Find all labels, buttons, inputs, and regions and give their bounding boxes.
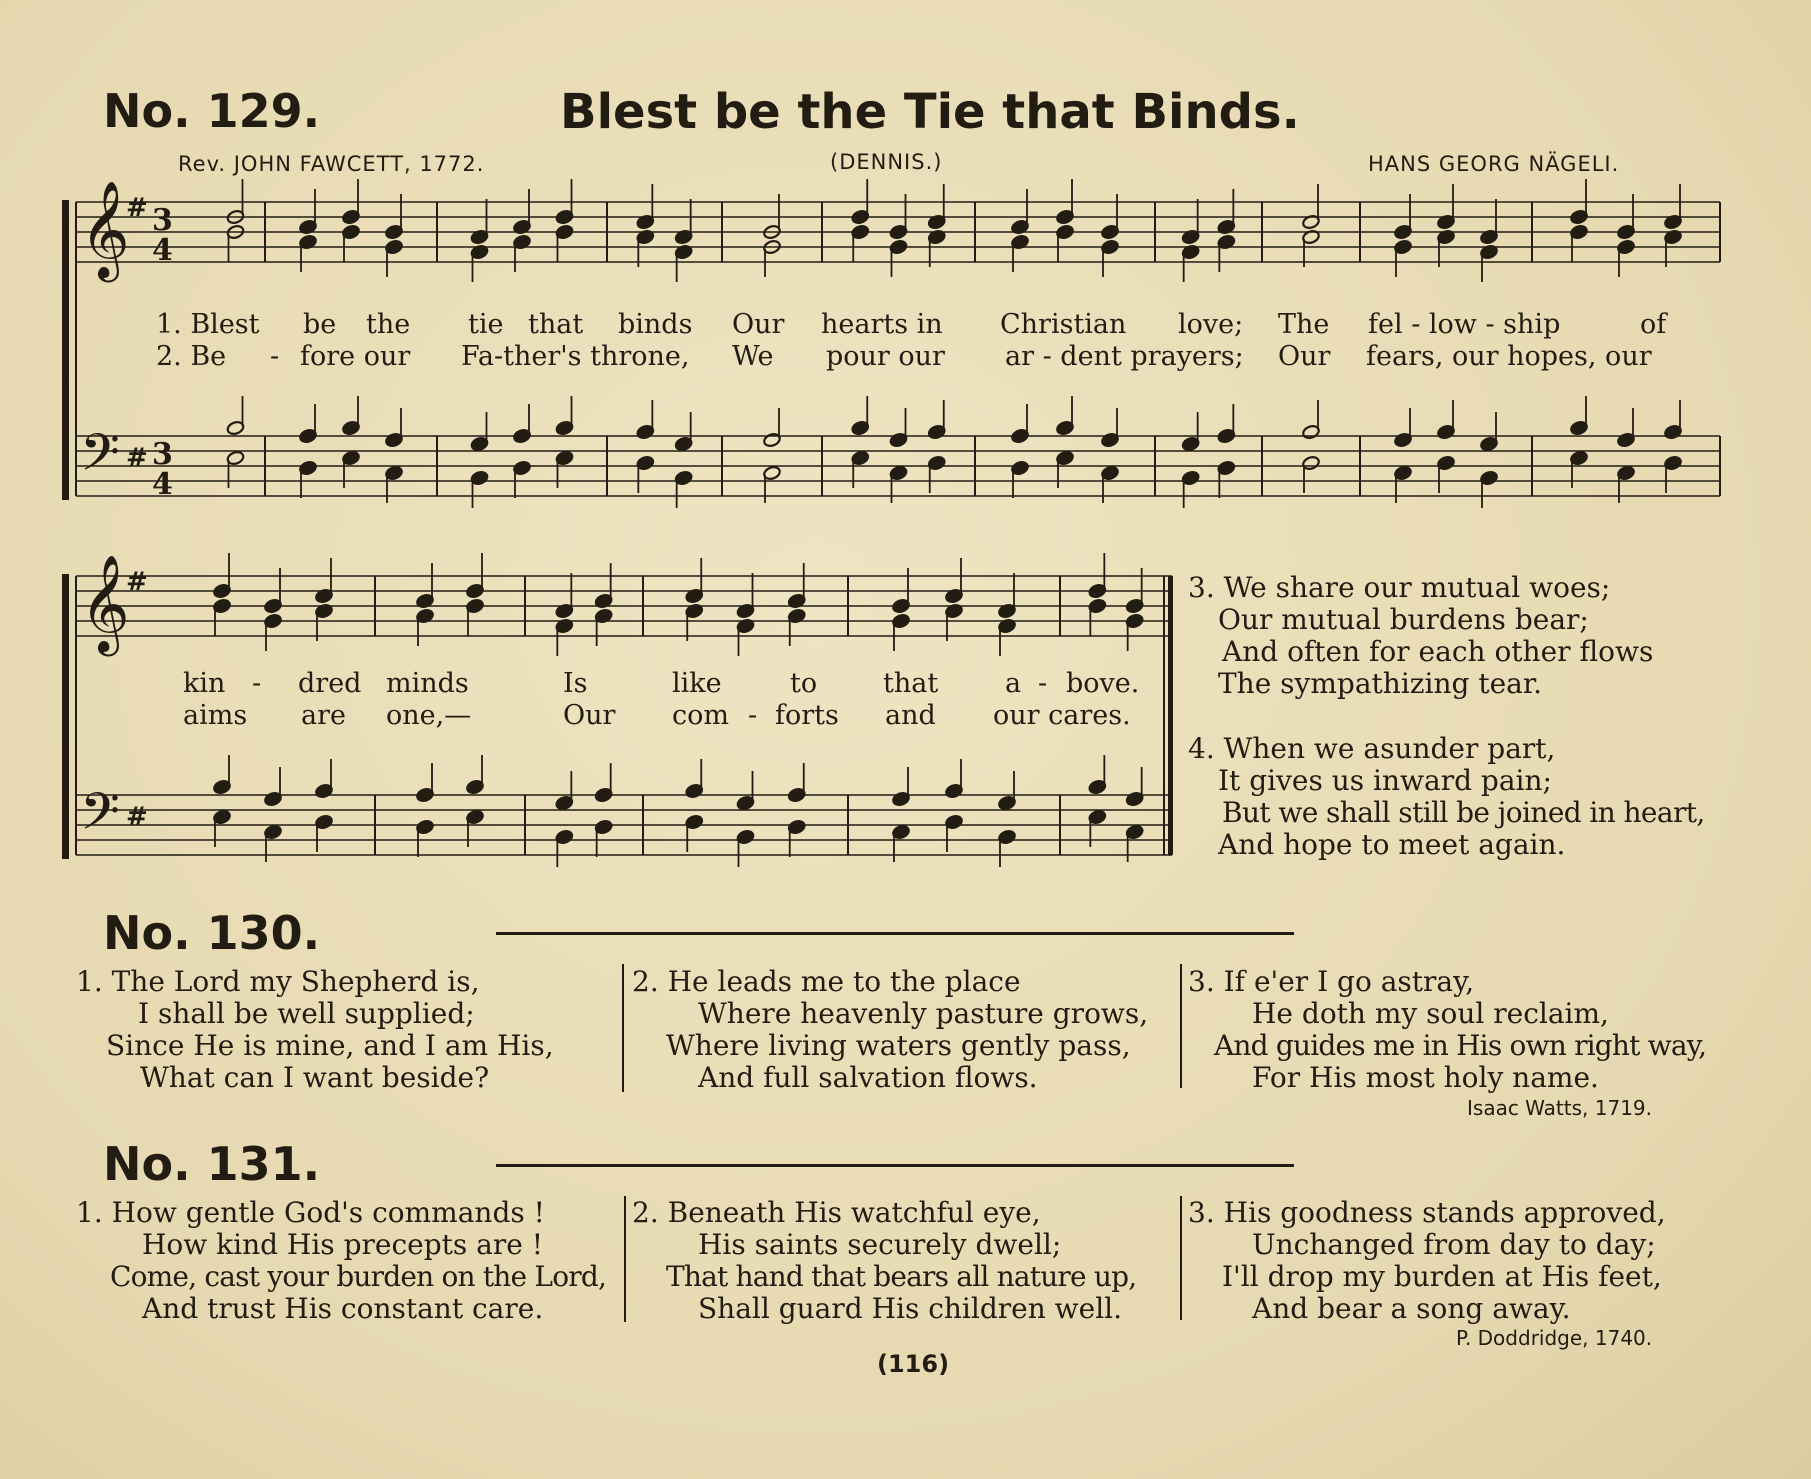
time-signature-bottom: 4 [152, 233, 173, 268]
verse-line: How kind His precepts are ! [142, 1228, 543, 1261]
treble-clef-icon: 𝄞 [80, 554, 130, 652]
lyric-syllable: Our [732, 309, 785, 340]
sharp-icon: # [126, 193, 148, 223]
time-signature-bottom: 4 [152, 467, 173, 502]
verse-line: Our mutual burdens bear; [1218, 603, 1589, 636]
verse-line: That hand that bears all nature up, [666, 1260, 1137, 1293]
lyric-syllable: Our [563, 700, 616, 731]
lyric-syllable: com [672, 700, 729, 731]
sharp-icon: # [126, 567, 148, 597]
lyric-syllable: fears, our hopes, our [1366, 341, 1652, 372]
lyric-syllable: of [1640, 309, 1667, 340]
hymn-131-author: P. Doddridge, 1740. [1456, 1326, 1653, 1350]
hymn-131-verse-3 [1188, 1197, 1666, 1325]
verse-line: Where heavenly pasture grows, [698, 997, 1149, 1030]
lyric-syllable: like [672, 668, 722, 699]
verse-line: Where living waters gently pass, [666, 1029, 1131, 1062]
treble-clef-icon: 𝄞 [80, 180, 130, 278]
lyric-syllable: Our [1278, 341, 1331, 372]
hymn-129-verse-4 [1188, 733, 1705, 861]
verse-line: 1. How gentle God's commands ! [76, 1196, 545, 1229]
lyric-syllable: one,— [386, 700, 472, 731]
hymn-130-verse-1 [76, 966, 554, 1094]
verse-line: 3. We share our mutual woes; [1188, 571, 1611, 604]
hymn-129-verse-3 [1188, 572, 1653, 700]
lyric-syllable: binds [618, 309, 693, 340]
hymn-129-tune: (DENNIS.) [830, 150, 943, 174]
lyric-syllable: dred [298, 668, 362, 699]
verse-line: And bear a song away. [1252, 1292, 1571, 1325]
hymn-131-verse-1 [76, 1197, 606, 1325]
sharp-icon: # [126, 443, 148, 473]
verse-line: 1. The Lord my Shepherd is, [76, 965, 480, 998]
verse-line: 3. If e'er I go astray, [1188, 965, 1475, 998]
system-brace [62, 200, 69, 500]
lyric-syllable: Christian [1000, 309, 1127, 340]
verse-line: He doth my soul reclaim, [1252, 997, 1609, 1030]
lyric-syllable: kin [183, 668, 226, 699]
lyric-syllable: 2. Be [156, 341, 227, 372]
lyric-syllable: tie [468, 309, 504, 340]
lyric-syllable: fel - low - ship [1368, 309, 1561, 340]
verse-line: And guides me in His own right way, [1214, 1029, 1707, 1062]
hymn-129-lyricist: Rev. JOHN FAWCETT, 1772. [178, 152, 485, 176]
sharp-icon: # [126, 802, 148, 832]
lyric-syllable: to [790, 668, 818, 699]
lyric-syllable: - [1038, 668, 1048, 699]
lyric-syllable: pour our [826, 341, 945, 372]
time-signature-top: 3 [152, 203, 173, 238]
verse-line: And full salvation flows. [698, 1061, 1038, 1094]
hymn-131-verse-2 [632, 1197, 1136, 1325]
lyric-syllable: minds [386, 668, 469, 699]
lyric-syllable: Is [563, 668, 588, 699]
verse-line: And often for each other flows [1222, 635, 1654, 668]
verse-line: I shall be well supplied; [138, 997, 475, 1030]
lyric-syllable: forts [775, 700, 839, 731]
lyric-syllable: be [303, 309, 337, 340]
lyric-syllable: ar - dent prayers; [1005, 341, 1244, 372]
system-brace [62, 574, 69, 859]
verse-line: The sympathizing tear. [1218, 667, 1543, 700]
hymn-130-divider [496, 932, 1294, 935]
verse-line: But we shall still be joined in heart, [1222, 796, 1705, 829]
hymn-130-verse-3 [1188, 966, 1706, 1094]
lyric-syllable: love; [1178, 309, 1244, 340]
final-barline [1168, 576, 1173, 855]
lyric-syllable: We [732, 341, 774, 372]
verse-line: 2. Beneath His watchful eye, [632, 1196, 1041, 1229]
column-separator [1180, 1196, 1182, 1320]
verse-line: His saints securely dwell; [698, 1228, 1062, 1261]
verse-line: 3. His goodness stands approved, [1188, 1196, 1666, 1229]
verse-line: I'll drop my burden at His feet, [1222, 1260, 1662, 1293]
lyric-syllable: and [885, 700, 936, 731]
lyric-syllable: aims [183, 700, 248, 731]
hymn-130-verse-2 [632, 966, 1148, 1094]
lyric-syllable: hearts in [821, 309, 943, 340]
verse-line: Since He is mine, and I am His, [106, 1029, 554, 1062]
column-separator [624, 1196, 626, 1322]
lyric-syllable: that [528, 309, 584, 340]
lyric-syllable: - [270, 341, 280, 372]
hymn-129-number: No. 129. [103, 84, 321, 138]
lyric-syllable: 1. Blest [156, 309, 260, 340]
lyric-syllable: - [252, 668, 262, 699]
hymn-130-author: Isaac Watts, 1719. [1467, 1096, 1653, 1120]
verse-line: And hope to meet again. [1218, 828, 1566, 861]
verse-line: 4. When we asunder part, [1188, 732, 1556, 765]
lyric-syllable: are [301, 700, 346, 731]
bass-clef-icon: 𝄢 [80, 422, 120, 495]
lyric-syllable: bove. [1066, 668, 1140, 699]
lyric-syllable: the [366, 309, 411, 340]
verse-line: And trust His constant care. [142, 1292, 544, 1325]
column-separator [622, 964, 624, 1092]
lyric-syllable: - [748, 700, 758, 731]
lyric-syllable: a [1005, 668, 1022, 699]
verse-line: Come, cast your burden on the Lord, [110, 1260, 607, 1293]
verse-line: For His most holy name. [1252, 1061, 1599, 1094]
bass-clef-icon: 𝄢 [80, 781, 120, 854]
hymn-131-divider [496, 1164, 1294, 1167]
hymn-131-number: No. 131. [103, 1137, 321, 1191]
lyric-syllable: Fa-ther's throne, [461, 341, 690, 372]
verse-line: Shall guard His children well. [698, 1292, 1123, 1325]
column-separator [1180, 964, 1182, 1088]
verse-line: 2. He leads me to the place [632, 965, 1021, 998]
lyric-syllable: our cares. [993, 700, 1131, 731]
lyric-syllable: fore our [300, 341, 411, 372]
verse-line: Unchanged from day to day; [1252, 1228, 1656, 1261]
page-number: (116) [877, 1350, 950, 1378]
hymn-129-composer: HANS GEORG NÄGELI. [1368, 152, 1620, 176]
hymn-129-title: Blest be the Tie that Binds. [560, 84, 1300, 140]
hymn-130-number: No. 130. [103, 906, 321, 960]
verse-line: What can I want beside? [140, 1061, 490, 1094]
verse-line: It gives us inward pain; [1218, 764, 1552, 797]
time-signature-top: 3 [152, 437, 173, 472]
lyric-syllable: The [1278, 309, 1330, 340]
lyric-syllable: that [883, 668, 939, 699]
